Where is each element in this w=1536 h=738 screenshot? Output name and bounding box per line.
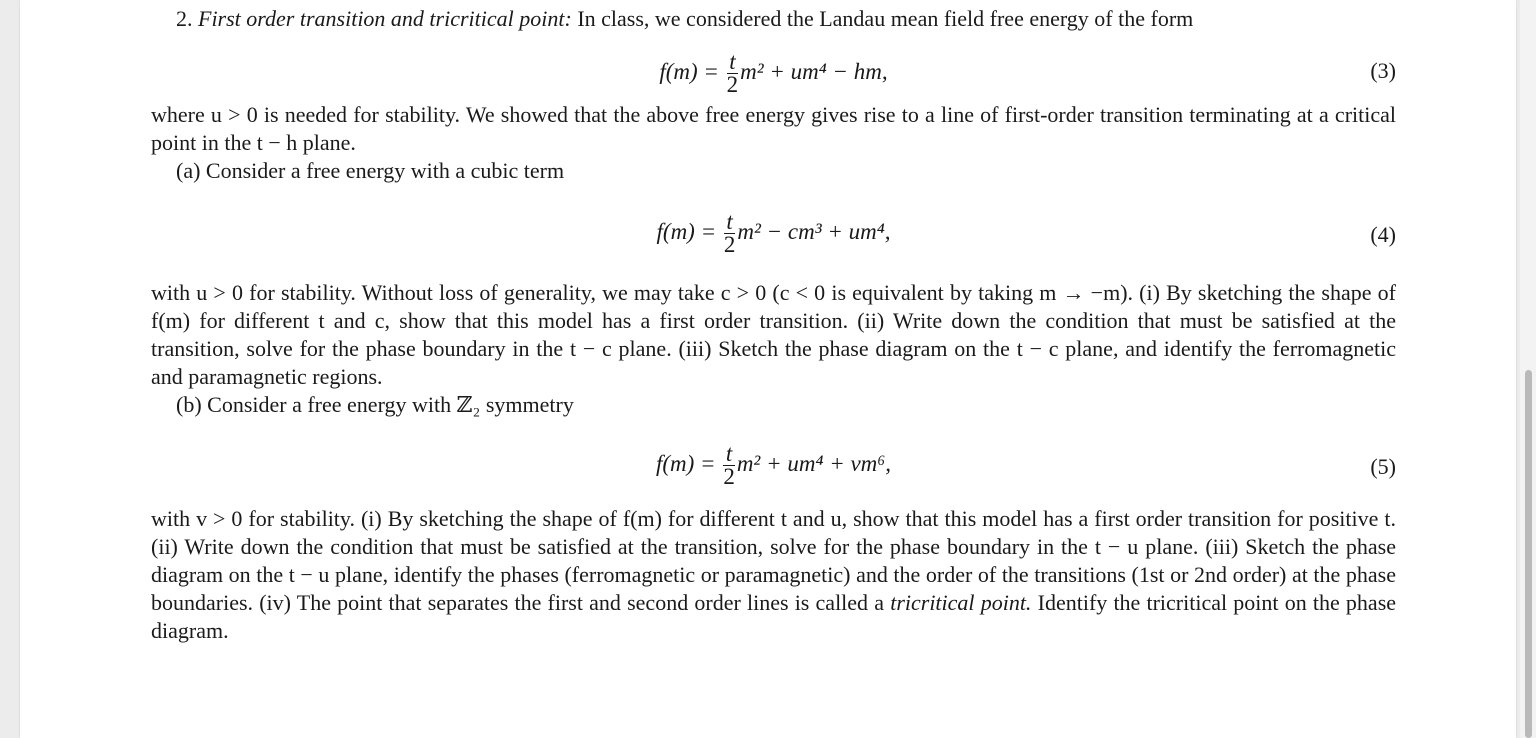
problem-number: 2. — [176, 6, 193, 31]
problem-text — [151, 0, 1396, 645]
equation-5 — [151, 419, 1396, 491]
eq4-rest: m² − cm³ + um⁴, — [737, 218, 891, 244]
eq3-fraction: $\frac{t}{2}$ — [726, 49, 739, 97]
eq4-number: (4) — [1370, 222, 1396, 247]
scrollbar-track[interactable] — [1520, 0, 1536, 738]
paragraph-after-eq5: with v > 0 for stability. (i) By sketching the shape of f(m) for different t and u, show that this model has a first order transition for positive t. (ii) Write down the condition that must be satisfied at the transition, solve for the phase boundary in the t − u plane. (iii) Sketch the phase diagram on the t − u plane, identify the phases (ferromagnetic or paramagnetic) and the order of the transitions (1st or 2nd order) at the phase boundaries. (iv) The point that separates the first and second order lines is called a tricritical point. Identify the tricritical point on the phase diagram. — [151, 506, 1397, 643]
scrollbar-thumb[interactable] — [1525, 370, 1532, 738]
eq5-lhs: f(m) = — [655, 450, 716, 476]
eq5-number: (5) — [1370, 454, 1396, 479]
equation-3 — [151, 33, 1396, 97]
problem-intro — [151, 5, 1396, 33]
eq3-lhs: f(m) = — [659, 58, 719, 84]
eq4-lhs: f(m) = — [656, 218, 717, 244]
intro-text: In class, we considered the Landau mean field free energy of the form — [577, 6, 1194, 31]
tricritical-term: tricritical point. — [890, 590, 1032, 615]
problem-title: First order transition and tricritical point: — [198, 6, 572, 31]
eq3-number: (3) — [1370, 58, 1396, 83]
equation-4 — [151, 185, 1396, 257]
part-a-intro: (a) Consider a free energy with a cubic term — [176, 158, 565, 183]
paragraph-after-eq3: where u > 0 is needed for stability. We showed that the above free energy gives rise to a line of first-order transition terminating at a critical point in the t − h plane. — [151, 102, 1396, 155]
paragraph-after-eq4: with u > 0 for stability. Without loss of generality, we may take c > 0 (c < 0 is equivalent by taking m → −m). (i) By sketching the shape of f(m) for different t and c, show that this model has a first order transition. (ii) Write down the condition that must be satisfied at the transition, solve for the phase boundary in the t − c plane. (iii) Sketch the phase diagram on the t − c plane, and identify the ferromagnetic and paramagnetic regions. — [151, 280, 1396, 389]
part-b-intro: (b) Consider a free energy with ℤ₂ symmetry — [176, 392, 574, 417]
eq3-rest: m² + um⁴ − hm, — [740, 58, 888, 84]
eq5-rest: m² + um⁴ + vm⁶, — [736, 450, 892, 476]
document-page — [20, 0, 1516, 738]
eq5-fraction: $\frac{t}{2}$ — [723, 441, 735, 489]
eq4-fraction: $\frac{t}{2}$ — [723, 209, 736, 257]
